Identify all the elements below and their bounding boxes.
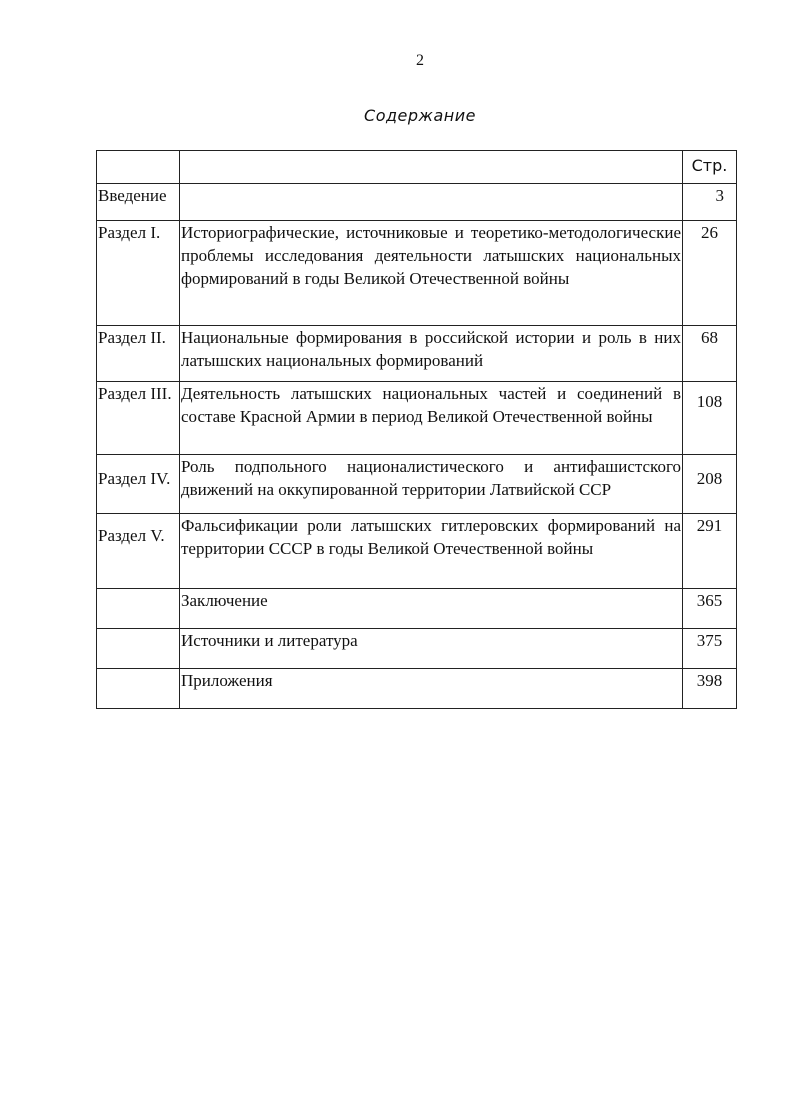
- page-ref: 375: [683, 629, 737, 669]
- section-label: [97, 589, 180, 629]
- section-label: Раздел II.: [97, 326, 180, 382]
- section-title: Историографические, источниковые и теоретико-методологические проблемы исследования деятельности латышских национальных формирований в годы Великой Отечественной войны: [180, 221, 683, 326]
- header-section-cell: [97, 151, 180, 184]
- header-title-cell: [180, 151, 683, 184]
- page-title: Содержание: [364, 106, 476, 125]
- section-label: Раздел IV.: [97, 455, 180, 514]
- section-title: Приложения: [180, 669, 683, 709]
- page-ref: 365: [683, 589, 737, 629]
- section-title: Деятельность латышских национальных частей и соединений в составе Красной Армии в период Великой Отечественной войны: [180, 382, 683, 455]
- section-title: [180, 184, 683, 221]
- page-ref: 3: [683, 184, 737, 221]
- section-title: Национальные формирования в российской истории и роль в них латышских национальных формирований: [180, 326, 683, 382]
- header-page-label: Стр.: [683, 151, 737, 184]
- page-ref: 208: [683, 455, 737, 514]
- table-row: [97, 629, 737, 669]
- table-row: [97, 326, 737, 382]
- section-title: Роль подпольного националистического и антифашистского движений на оккупированной территории Латвийской ССР: [180, 455, 683, 514]
- table-row: [97, 589, 737, 629]
- section-label: [97, 629, 180, 669]
- section-title: Фальсификации роли латышских гитлеровских формирований на территории СССР в годы Великой Отечественной войны: [180, 514, 683, 589]
- page-ref: 108: [683, 382, 737, 455]
- table-of-contents: [96, 150, 737, 709]
- section-label: Введение: [97, 184, 180, 221]
- table-row: [97, 382, 737, 455]
- table-header-row: [97, 151, 737, 184]
- page-ref: 398: [683, 669, 737, 709]
- section-title: Заключение: [180, 589, 683, 629]
- section-label: Раздел III.: [97, 382, 180, 455]
- page-ref: 26: [683, 221, 737, 326]
- section-label: Раздел I.: [97, 221, 180, 326]
- section-label: [97, 669, 180, 709]
- table-row: [97, 221, 737, 326]
- section-title: Источники и литература: [180, 629, 683, 669]
- table-row: [97, 669, 737, 709]
- section-label: Раздел V.: [97, 514, 180, 589]
- page-number: 2: [416, 52, 424, 69]
- table-row: [97, 514, 737, 589]
- page-ref: 291: [683, 514, 737, 589]
- table-row: [97, 455, 737, 514]
- table-row: [97, 184, 737, 221]
- page-ref: 68: [683, 326, 737, 382]
